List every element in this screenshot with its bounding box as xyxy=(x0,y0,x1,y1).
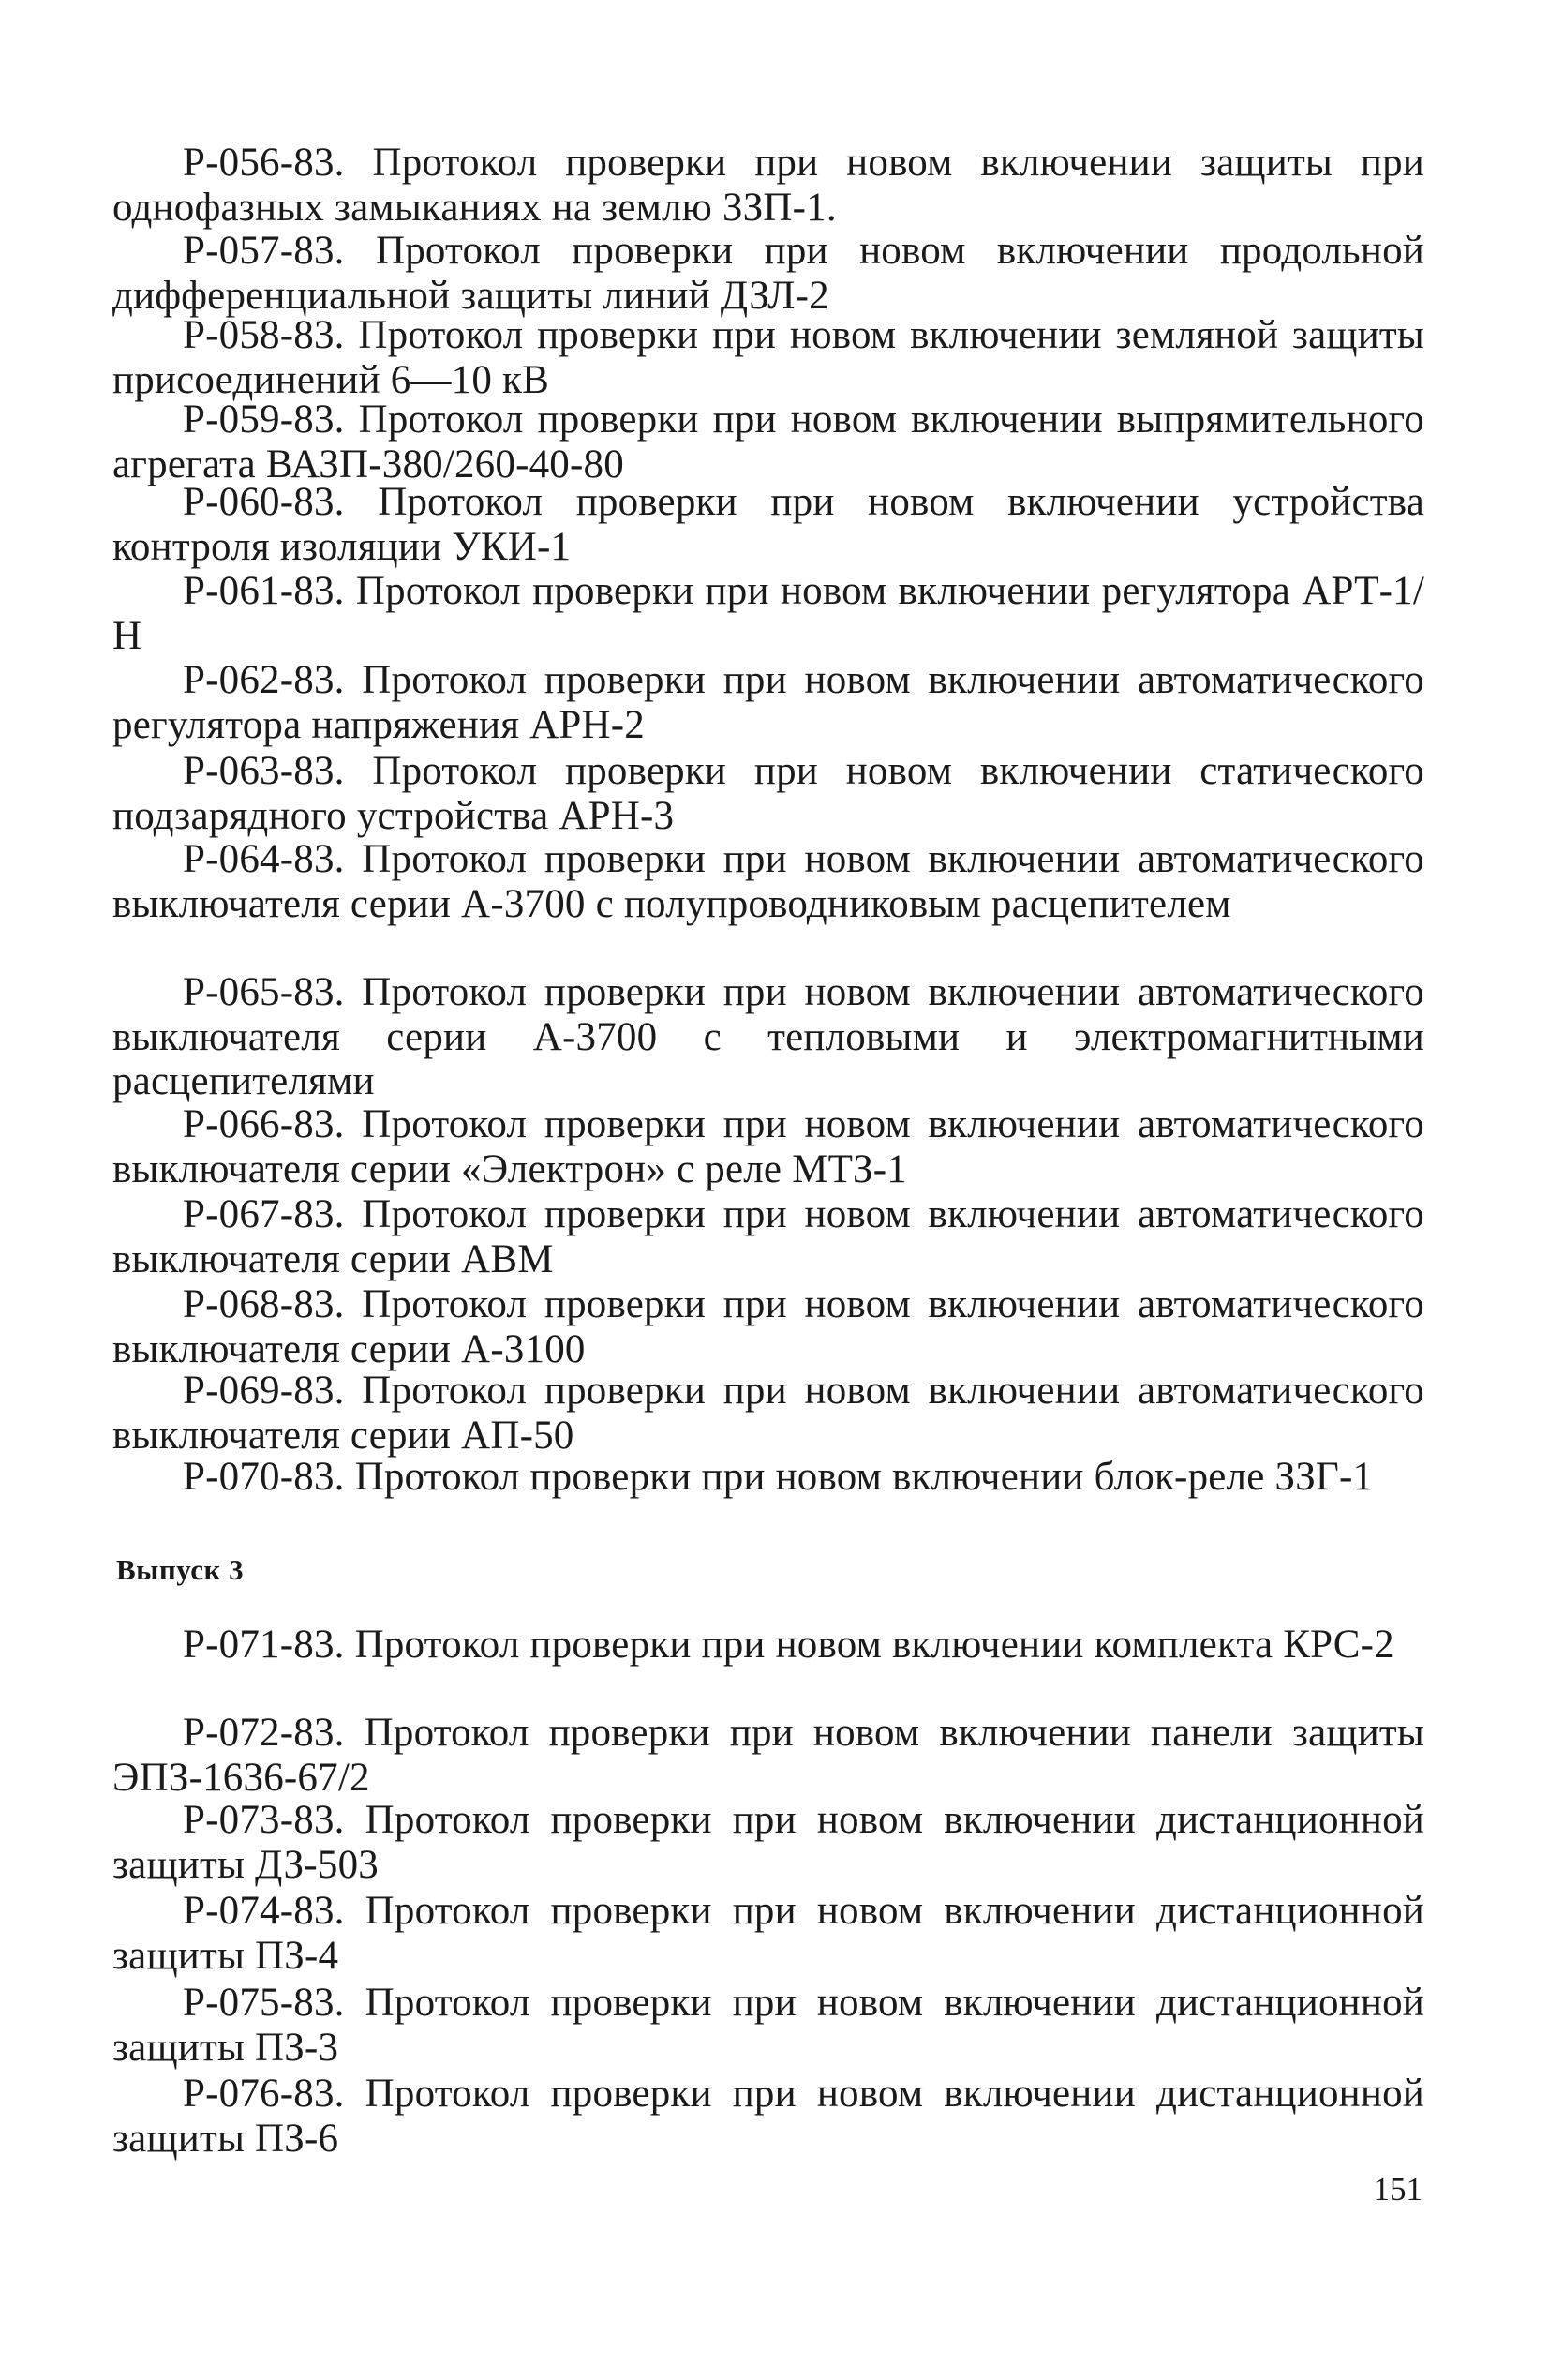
entry-text: Протокол проверки при новом включении дистанционной защиты ДЗ-503 xyxy=(112,1798,1424,1887)
entry-code: Р-064-83. xyxy=(183,837,345,881)
entry-code: Р-059-83. xyxy=(183,397,345,442)
section-heading: Выпуск 3 xyxy=(116,1553,245,1586)
list-entry xyxy=(112,970,1424,1104)
entry-code: Р-062-83. xyxy=(183,658,345,702)
list-entry xyxy=(112,480,1424,569)
entry-text: Протокол проверки при новом включении земляной защиты присоединений 6—10 кВ xyxy=(112,313,1425,402)
list-entry xyxy=(112,749,1424,838)
entry-code: Р-069-83. xyxy=(183,1369,345,1413)
entry-text: Протокол проверки при новом включении статического подзарядного устройства АРН-3 xyxy=(112,749,1424,838)
list-entry xyxy=(112,1711,1424,1800)
entry-code: Р-066-83. xyxy=(183,1102,345,1146)
list-entry xyxy=(112,1798,1424,1887)
entry-text: Протокол проверки при новом включении блок-реле ЗЗГ-1 xyxy=(354,1455,1374,1499)
entry-code: Р-065-83. xyxy=(183,970,345,1014)
entry-text: Протокол проверки при новом включении автоматического выключателя серии «Электрон» с реле МТЗ-1 xyxy=(112,1102,1425,1191)
entry-code: Р-058-83. xyxy=(183,313,345,357)
list-entry xyxy=(112,569,1424,658)
list-entry xyxy=(112,397,1424,486)
entry-code: Р-072-83. xyxy=(183,1711,345,1755)
entry-text: Протокол проверки при новом включении устройства контроля изоляции УКИ-1 xyxy=(112,480,1424,569)
entry-code: Р-075-83. xyxy=(183,1981,345,2025)
list-entry xyxy=(112,1369,1424,1458)
entry-text: Протокол проверки при новом включении выпрямительного агрегата ВАЗП-380/260-40-80 xyxy=(112,397,1424,486)
entry-text: Протокол проверки при новом включении дистанционной защиты ПЗ-4 xyxy=(112,1889,1424,1978)
entry-code: Р-061-83. xyxy=(183,569,345,613)
list-entry xyxy=(112,1282,1424,1371)
entry-text: Протокол проверки при новом включении автоматического выключателя серии А-3700 с тепловыми и электромагнитными расцепителями xyxy=(112,970,1425,1103)
list-entry xyxy=(112,837,1424,926)
list-entry xyxy=(112,229,1424,318)
entry-text: Протокол проверки при новом включении дистанционной защиты ПЗ-6 xyxy=(112,2072,1424,2161)
entry-code: Р-060-83. xyxy=(183,480,345,524)
entry-text: Протокол проверки при новом включении автоматического выключателя серии А-3100 xyxy=(112,1282,1425,1371)
entry-code: Р-071-83. xyxy=(183,1623,345,1667)
list-entry xyxy=(112,2072,1424,2161)
list-entry xyxy=(112,1623,1424,1668)
entry-text: Протокол проверки при новом включении автоматического выключателя серии АП-50 xyxy=(112,1369,1425,1458)
entry-text: Протокол проверки при новом включении дистанционной защиты ПЗ-3 xyxy=(112,1981,1424,2070)
list-entry xyxy=(112,1192,1424,1281)
entry-text: Протокол проверки при новом включении панели защиты ЭПЗ-1636-67/2 xyxy=(112,1711,1424,1800)
entry-code: Р-073-83. xyxy=(183,1798,345,1842)
entry-code: Р-076-83. xyxy=(183,2072,345,2116)
entry-code: Р-063-83. xyxy=(183,749,345,793)
list-entry xyxy=(112,141,1424,230)
entry-code: Р-067-83. xyxy=(183,1192,345,1236)
entry-text: Протокол проверки при новом включении автоматического выключателя серии А-3700 с полупроводниковым расцепителем xyxy=(112,837,1425,926)
list-entry xyxy=(112,1889,1424,1978)
entry-text: Протокол проверки при новом включении автоматического выключателя серии АВМ xyxy=(112,1192,1425,1281)
list-entry xyxy=(112,658,1424,747)
entry-text: Протокол проверки при новом включении защиты при однофазных замыканиях на землю ЗЗП-1. xyxy=(112,141,1424,230)
entry-text: Протокол проверки при новом включении регулятора АРТ-1/Н xyxy=(112,569,1425,658)
entry-code: Р-074-83. xyxy=(183,1889,345,1933)
list-entry xyxy=(112,1455,1424,1500)
entry-text: Протокол проверки при новом включении автоматического регулятора напряжения АРН-2 xyxy=(112,658,1425,747)
page-number: 151 xyxy=(1373,2171,1422,2208)
list-entry xyxy=(112,1981,1424,2070)
entry-text: Протокол проверки при новом включении продольной дифференциальной защиты линий ДЗЛ-2 xyxy=(112,229,1424,318)
entry-code: Р-070-83. xyxy=(183,1455,345,1499)
list-entry xyxy=(112,313,1424,402)
list-entry xyxy=(112,1102,1424,1191)
entry-text: Протокол проверки при новом включении комплекта КРС-2 xyxy=(354,1623,1394,1667)
entry-code: Р-068-83. xyxy=(183,1282,345,1326)
entry-code: Р-056-83. xyxy=(183,141,345,185)
entry-code: Р-057-83. xyxy=(183,229,345,273)
